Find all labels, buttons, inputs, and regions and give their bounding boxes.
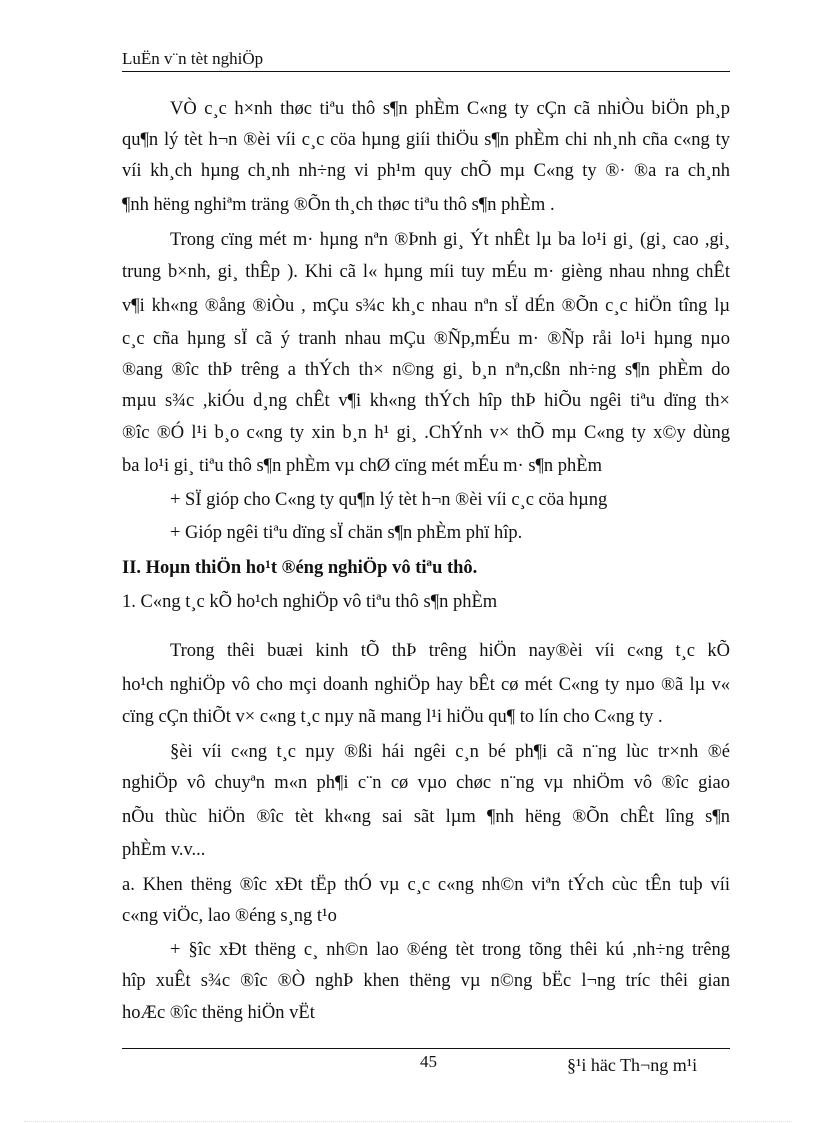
list-item: a. Khen thëng ®îc xÐt tËp thÓ vµ c¸c c«ng nh©n viªn tÝch cùc tÊn tuþ víi [122, 875, 730, 895]
text-line: mµu s¾c ,kiÓu d¸ng chÊt v¶i kh«ng thÝch hîp thÞ hiÕu ngêi tiªu dïng th× [122, 391, 730, 411]
text-line: ®îc ®Ó l¹i b¸o c«ng ty xin b¸n h¹ gi¸ .ChÝnh v× thÕ mµ C«ng ty x©y dùng [122, 423, 730, 443]
text-line: Trong thêi buæi kinh tÕ thÞ trêng hiÖn nay®èi víi c«ng t¸c kÕ [170, 641, 730, 661]
page-border [24, 1121, 792, 1122]
section-heading: II. Hoµn thiÖn ho¹t ®éng nghiÖp vô tiªu thô. [122, 558, 478, 578]
text-line: nÕu thùc hiÖn ®îc tèt kh«ng sai sãt lµm ¶nh hëng ®Õn chÊt lîng s¶n [122, 807, 730, 827]
footer-rule [122, 1048, 730, 1049]
bullet-item: + Gióp ngêi tiªu dïng sÏ chän s¶n phÈm phï hîp. [170, 523, 523, 543]
text-line: nghiÖp vô chuyªn m«n ph¶i c¨n cø vµo chøc n¨ng vµ nhiÖm vô ®îc giao [122, 773, 730, 793]
text-line: hîp xuÊt s¾c ®îc ®Ò nghÞ khen thëng vµ n©ng bËc l¬ng tríc thêi gian [122, 971, 730, 991]
text-line: hoÆc ®îc thëng hiÖn vËt [122, 1003, 315, 1023]
text-line: ¶nh hëng nghiªm träng ®Õn th¸ch thøc tiªu thô s¶n phÈm . [122, 195, 555, 215]
text-line: phÈm v.v... [122, 840, 206, 860]
page-number: 45 [420, 1052, 437, 1071]
text-line: víi kh¸ch hµng ch¸nh nh÷ng vi ph¹m quy chÕ mµ C«ng ty ®· ®a ra ch¸nh [122, 161, 730, 181]
text-line: Trong cïng mét m· hµng nªn ®Þnh gi¸ Ýt nhÊt lµ ba lo¹i gi¸ (gi¸ cao ,gi¸ [170, 230, 730, 250]
bullet-item: + SÏ gióp cho C«ng ty qu¶n lý tèt h¬n ®èi víi c¸c cöa hµng [170, 490, 608, 510]
header-title: LuËn v¨n tèt nghiÖp [122, 49, 264, 68]
text-line: §èi víi c«ng t¸c nµy ®ßi hái ngêi c¸n bé ph¶i cã n¨ng lùc tr×nh ®é [170, 742, 730, 762]
text-line: v¶i kh«ng ®ång ®iÒu , mÇu s¾c kh¸c nhau nªn sÏ dÉn ®Õn c¸c hiÖn tîng lµ [122, 296, 730, 316]
text-line: ®ang ®îc thÞ trêng a thÝch th× n©ng gi¸ b¸n nªn,cßn nh÷ng s¶n phÈm do [122, 360, 730, 380]
text-line: ho¹ch nghiÖp vô cho mçi doanh nghiÖp hay bÊt cø mét C«ng ty nµo ®ã lµ v« [122, 675, 730, 695]
list-item: c«ng viÖc, lao ®éng s¸ng t¹o [122, 906, 337, 926]
text-line: qu¶n lý tèt h¬n ®èi víi c¸c cöa hµng giíi thiÖu s¶n phÈm chi nh¸nh cña c«ng ty [122, 130, 730, 150]
text-line: VÒ c¸c h×nh thøc tiªu thô s¶n phÈm C«ng ty cÇn cã nhiÒu biÖn ph¸p [170, 99, 730, 119]
subsection-heading: 1. C«ng t¸c kÕ ho¹ch nghiÖp vô tiªu thô s¶n phÈm [122, 592, 498, 612]
footer-school: §¹i häc Th¬ng m¹i [567, 1055, 698, 1075]
text-line: trung b×nh, gi¸ thÊp ). Khi cã l« hµng míi tuy mÉu m· gièng nhau nhng chÊt [122, 262, 730, 282]
text-line: c¸c cña hµng sÏ cã ý tranh nhau mÇu ®Ñp,mÉu m· ®Ñp råi lo¹i hµng nµo [122, 329, 730, 349]
text-line: ba lo¹i gi¸ tiªu thô s¶n phÈm vµ chØ cïng mét mÉu m· s¶n phÈm [122, 456, 602, 476]
text-line: cïng cÇn thiÕt v× c«ng t¸c nµy nã mang l¹i hiÖu qu¶ to lín cho C«ng ty . [122, 707, 663, 727]
text-line: + §îc xÐt thëng c¸ nh©n lao ®éng tèt trong tõng thêi kú ,nh÷ng trêng [170, 940, 730, 960]
header-rule [122, 71, 730, 72]
